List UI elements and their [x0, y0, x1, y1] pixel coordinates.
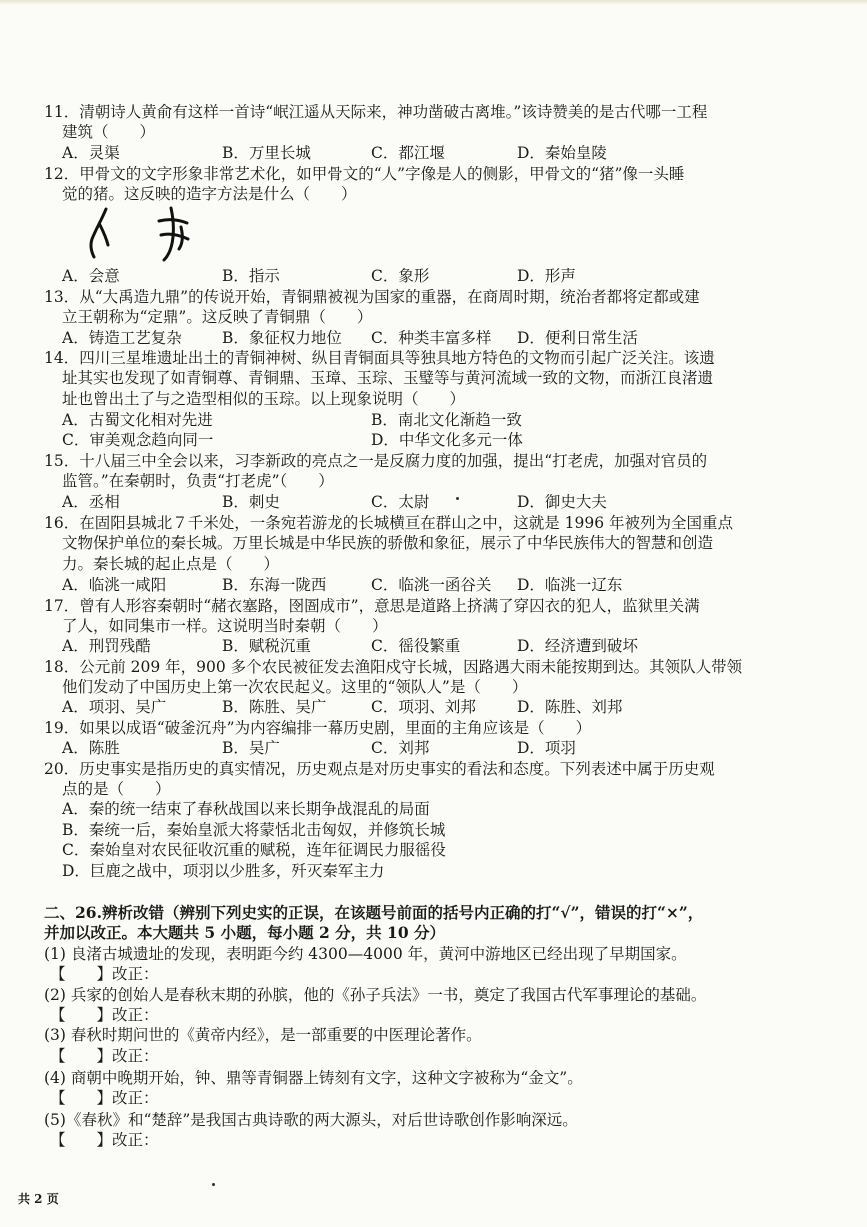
section2-item2-answer: 【 】改正： [50, 1006, 159, 1024]
q12-stem-line2: 觉的猪。这反映的造字方法是什么（ ） [62, 185, 357, 203]
q16-stem-line3: 力。秦长城的起止点是（ ） [62, 555, 280, 573]
scan-speck [212, 1183, 215, 1186]
section2-item1-text: (1) 良渚古城遗址的发现，表明距今约 4300—4000 年，黄河中游地区已经出现了早期国家。 [44, 945, 687, 963]
q16-stem-line2: 文物保护单位的秦长城。万里长城是中华民族的骄傲和象征，展示了中华民族伟大的智慧和创造 [62, 534, 714, 552]
section2-header-line2: 并加以改正。本大题共 5 小题，每小题 2 分，共 10 分） [44, 923, 446, 942]
section2-header-line1: 二、26.辨析改错（辨别下列史实的正误，在该题号前面的括号内正确的打“√”，错误的打“×”， [44, 903, 704, 922]
q16-option-c: C．临洮一函谷关 [371, 576, 492, 594]
q15-option-d: D．御史大夫 [517, 493, 607, 511]
oracle-bone-zhu-glyph [155, 205, 191, 263]
q15-option-b: B．刺史 [222, 493, 280, 511]
q17-option-b: B．赋税沉重 [222, 637, 311, 655]
q15-stem-line2: 监管。”在秦朝时，负责“打老虎”（ ） [62, 472, 334, 490]
q14-option-b: B．南北文化渐趋一致 [371, 411, 522, 429]
q15-option-a: A．丞相 [62, 493, 120, 511]
q11-option-d: D．秦始皇陵 [517, 144, 607, 162]
q19-option-b: B．吴广 [222, 739, 280, 757]
q19-option-d: D．项羽 [517, 739, 576, 757]
q11-stem-line1: 11．清朝诗人黄俞有这样一首诗“岷江遥从天际来，神功凿破古离堆。”该诗赞美的是古代哪一工程 [44, 103, 708, 121]
q18-option-c: C．项羽、刘邦 [371, 698, 476, 716]
q12-stem-line1: 12．甲骨文的文字形象非常艺术化，如甲骨文的“人”字像是人的侧影，甲骨文的“猪”像一头睡 [44, 165, 685, 183]
q14-option-c: C．审美观念趋向同一 [62, 431, 214, 449]
q16-option-d: D．临洮一辽东 [517, 576, 623, 594]
section2-item4-text: (4) 商朝中晚期开始，钟、鼎等青铜器上铸刻有文字，这种文字被称为“金文”。 [44, 1069, 583, 1087]
q18-option-b: B．陈胜、吴广 [222, 698, 327, 716]
section2-item3-text: (3) 春秋时期问世的《黄帝内经》，是一部重要的中医理论著作。 [44, 1026, 482, 1044]
q16-option-a: A．临洮一咸阳 [62, 576, 167, 594]
q11-option-b: B．万里长城 [222, 144, 311, 162]
section2-item1-answer: 【 】改正： [50, 965, 159, 983]
scan-speck [456, 497, 459, 500]
q13-stem-line1: 13．从“大禹造九鼎”的传说开始，青铜鼎被视为国家的重器，在商周时期，统治者都将定都或建 [44, 288, 700, 306]
q18-option-a: A．项羽、吴广 [62, 698, 167, 716]
section2-item4-answer: 【 】改正： [50, 1089, 159, 1107]
q16-stem-line1: 16．在固阳县城北７千米处，一条宛若游龙的长城横亘在群山之中，这就是 1996 年被列为全国重点 [44, 514, 734, 532]
q18-stem-line2: 他们发动了中国历史上第一次农民起义。这里的“领队人”是（ ） [62, 678, 528, 696]
q13-option-a: A．铸造工艺复杂 [62, 329, 182, 347]
q14-option-a: A．古蜀文化相对先进 [62, 411, 213, 429]
q17-stem-line2: 了人，如同集市一样。这说明当时秦朝（ ） [62, 617, 388, 635]
q14-option-d: D．中华文化多元一体 [371, 431, 523, 449]
section2-item5-text: (5)《春秋》和“楚辞”是我国古典诗歌的两大源头，对后世诗歌创作影响深远。 [44, 1111, 578, 1129]
q13-option-c: C．种类丰富多样 [371, 329, 492, 347]
q13-option-d: D．便利日常生活 [517, 329, 638, 347]
q11-option-c: C．都江堰 [371, 144, 445, 162]
q20-option-d: D．巨鹿之战中，项羽以少胜多，歼灭秦军主力 [62, 862, 385, 880]
oracle-bone-ren-glyph [88, 205, 114, 261]
q20-option-a: A．秦的统一结束了春秋战国以来长期争战混乱的局面 [62, 800, 430, 818]
q20-stem-line1: 20．历史事实是指历史的真实情况，历史观点是对历史事实的看法和态度。下列表述中属于历史观 [44, 760, 715, 778]
q13-option-b: B．象征权力地位 [222, 329, 342, 347]
q14-stem-line3: 址也曾出土了与之造型相似的玉琮。以上现象说明（ ） [62, 390, 466, 408]
q15-stem-line1: 15．十八届三中全会以来，习李新政的亮点之一是反腐力度的加强，提出“打老虎，加强对官员的 [44, 452, 708, 470]
q20-stem-line2: 点的是（ ） [62, 780, 171, 798]
q17-option-d: D．经济遭到破坏 [517, 637, 638, 655]
q17-stem-line1: 17．曾有人形容秦朝时“赭衣塞路，囹圄成市”，意思是道路上挤满了穿囚衣的犯人，监狱里关满 [44, 597, 700, 615]
q16-option-b: B．东海一陇西 [222, 576, 327, 594]
q13-stem-line2: 立王朝称为“定鼎”。这反映了青铜鼎（ ） [62, 308, 373, 326]
page-count-footer: 共 2 页 [18, 1192, 59, 1206]
q18-stem-line1: 18．公元前 209 年，900 多个农民被征发去渔阳戍守长城，因路遇大雨未能按期到达。其领队人带领 [44, 658, 743, 676]
q19-stem-line1: 19．如果以成语“破釜沉舟”为内容编排一幕历史剧，里面的主角应该是（ ） [44, 719, 592, 737]
q12-option-a: A．会意 [62, 267, 120, 285]
scan-top-edge [0, 0, 867, 5]
q12-option-c: C．象形 [371, 267, 430, 285]
q17-option-c: C．徭役繁重 [371, 637, 461, 655]
section2-item3-answer: 【 】改正： [50, 1047, 159, 1065]
section2-item5-answer: 【 】改正： [50, 1131, 159, 1149]
q15-option-c: C．太尉 [371, 493, 430, 511]
q19-option-a: A．陈胜 [62, 739, 120, 757]
section2-item2-text: (2) 兵家的创始人是春秋末期的孙膑，他的《孙子兵法》一书，奠定了我国古代军事理论的基础。 [44, 986, 707, 1004]
q17-option-a: A．刑罚残酷 [62, 637, 151, 655]
q14-stem-line1: 14．四川三星堆遗址出土的青铜神树、纵目青铜面具等独具地方特色的文物而引起广泛关注。该遗 [44, 349, 715, 367]
q14-stem-line2: 址其实也发现了如青铜尊、青铜鼎、玉璋、玉琮、玉璧等与黄河流域一致的文物，而浙江良渚遗 [62, 369, 714, 387]
q20-option-c: C．秦始皇对农民征收沉重的赋税，连年征调民力服徭役 [62, 841, 446, 859]
q19-option-c: C．刘邦 [371, 739, 430, 757]
q20-option-b: B．秦统一后，秦始皇派大将蒙恬北击匈奴，并修筑长城 [62, 821, 446, 839]
q12-option-b: B．指示 [222, 267, 280, 285]
q11-option-a: A．灵渠 [62, 144, 120, 162]
q12-option-d: D．形声 [517, 267, 576, 285]
q18-option-d: D．陈胜、刘邦 [517, 698, 623, 716]
q11-stem-line2: 建筑（ ） [62, 123, 156, 141]
